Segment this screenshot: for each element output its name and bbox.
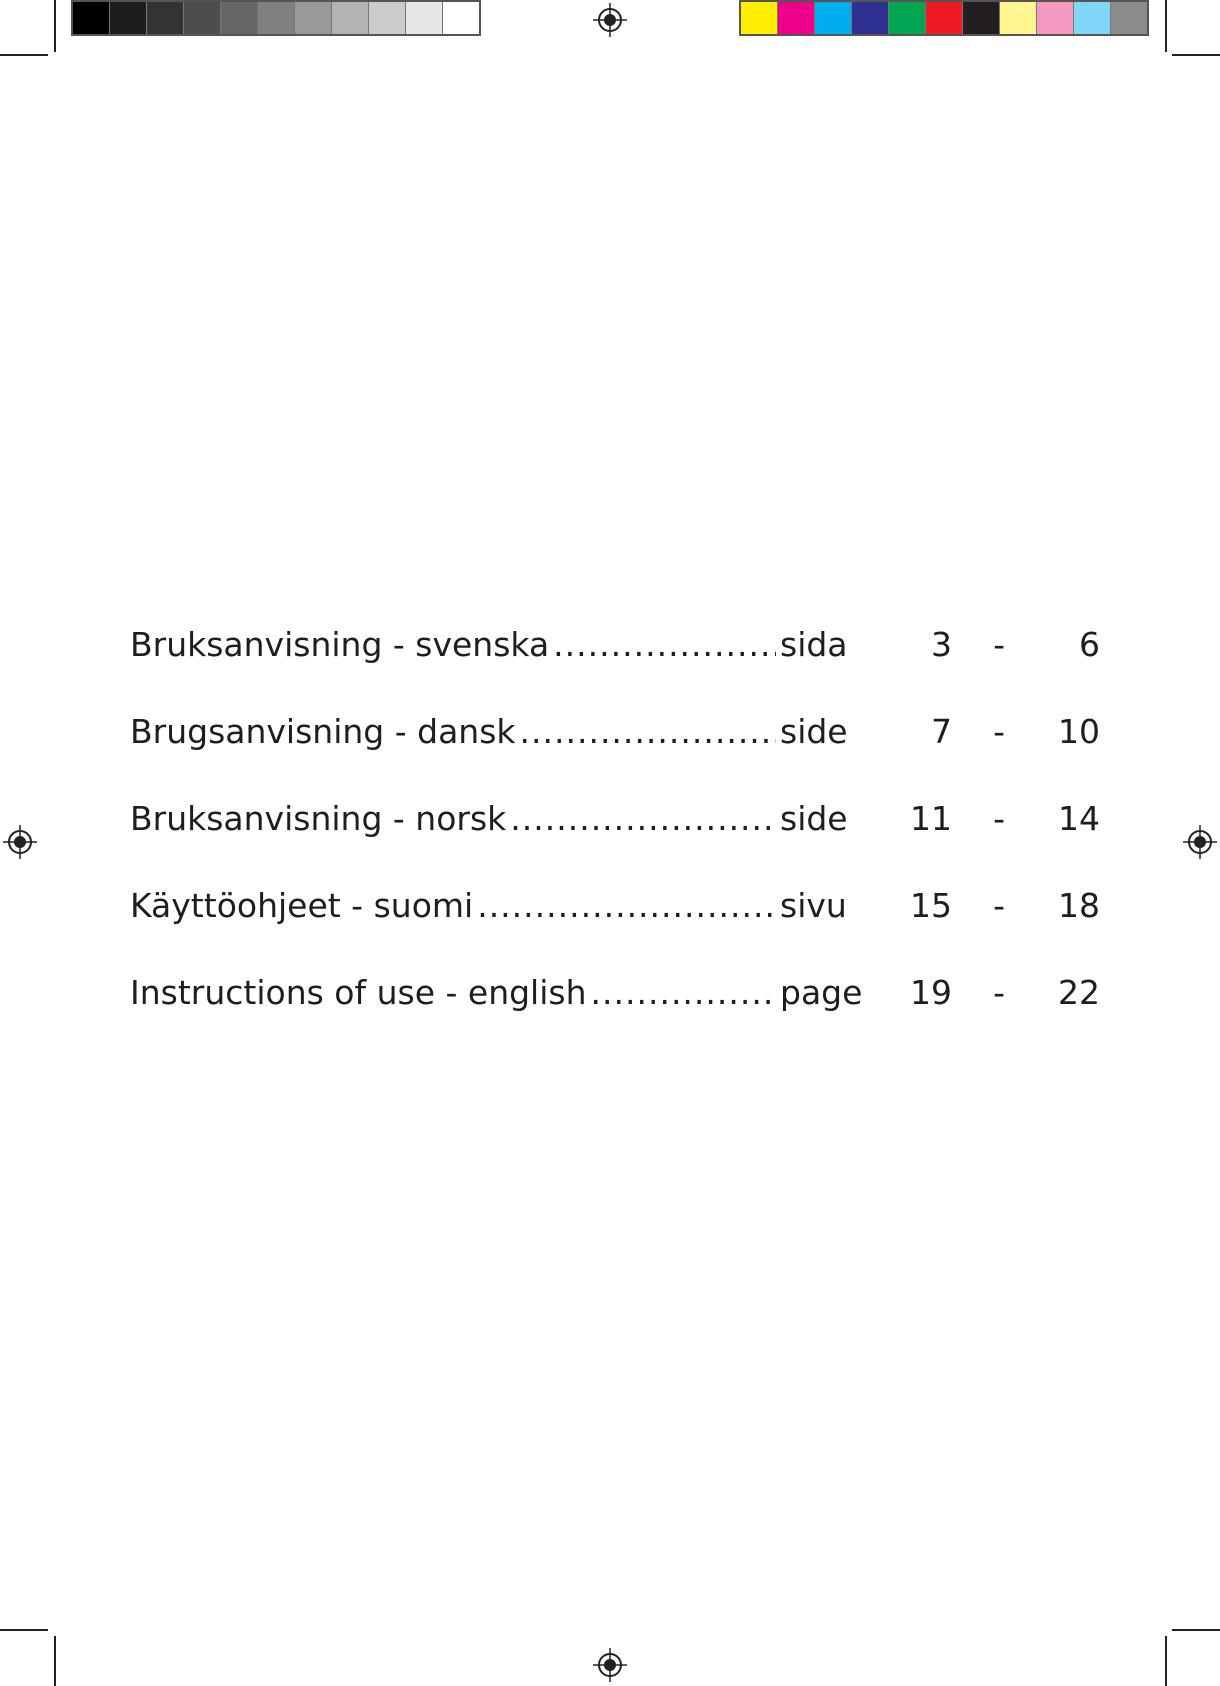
page-from: 7 xyxy=(931,712,952,751)
page-from: 11 xyxy=(910,799,952,838)
toc-entry xyxy=(130,973,1100,1060)
dot-leader xyxy=(591,973,776,1013)
toc-entry-title: Bruksanvisning - svenska xyxy=(130,625,550,664)
toc-entry-page-word: sida xyxy=(780,625,848,664)
page-dash: - xyxy=(993,712,1005,751)
toc-entry-title: Instructions of use - english xyxy=(130,973,587,1012)
toc-entry xyxy=(130,886,1100,973)
crop-mark-bottom-right-vertical xyxy=(1165,1636,1167,1686)
gray-swatch xyxy=(258,2,295,34)
page-to: 22 xyxy=(1058,973,1100,1012)
page-to: 10 xyxy=(1058,712,1100,751)
page-to: 14 xyxy=(1058,799,1100,838)
gray-swatch xyxy=(184,2,221,34)
color-swatch xyxy=(926,2,963,34)
page-to: 6 xyxy=(1079,625,1100,664)
toc-entry-page-word: side xyxy=(780,799,848,838)
dot-leader xyxy=(477,886,776,926)
page-dash: - xyxy=(993,973,1005,1012)
crop-mark-top-left-horizontal xyxy=(0,54,48,56)
toc-entry-page-word: side xyxy=(780,712,848,751)
crop-mark-bottom-left-vertical xyxy=(54,1636,56,1686)
toc-entry xyxy=(130,712,1100,799)
gray-swatch xyxy=(73,2,110,34)
toc-entry-page-word: sivu xyxy=(780,886,847,925)
color-control-bar xyxy=(739,0,1149,36)
toc-page-range xyxy=(870,712,1100,752)
page-from: 3 xyxy=(931,625,952,664)
crop-mark-top-left-vertical xyxy=(54,0,56,52)
dot-leader xyxy=(553,625,776,665)
toc-page-range xyxy=(870,886,1100,926)
registration-mark-icon xyxy=(1183,825,1217,859)
registration-mark-icon xyxy=(593,1648,627,1682)
page-dash: - xyxy=(993,799,1005,838)
color-swatch xyxy=(1074,2,1111,34)
registration-mark-icon xyxy=(593,3,627,37)
color-swatch xyxy=(1000,2,1037,34)
color-swatch xyxy=(815,2,852,34)
color-swatch xyxy=(741,2,778,34)
toc-entry-title: Brugsanvisning - dansk xyxy=(130,712,516,751)
crop-mark-top-right-horizontal xyxy=(1172,54,1220,56)
color-swatch xyxy=(852,2,889,34)
color-swatch xyxy=(1111,2,1147,34)
dot-leader xyxy=(520,712,776,752)
color-swatch xyxy=(963,2,1000,34)
gray-swatch xyxy=(295,2,332,34)
toc-entry-page-word: page xyxy=(780,973,863,1012)
page-from: 19 xyxy=(910,973,952,1012)
toc-entry xyxy=(130,625,1100,712)
toc-page-range xyxy=(870,799,1100,839)
toc-entry xyxy=(130,799,1100,886)
page-dash: - xyxy=(993,625,1005,664)
registration-mark-icon xyxy=(3,825,37,859)
gray-swatch xyxy=(369,2,406,34)
gray-swatch xyxy=(221,2,258,34)
crop-mark-bottom-right-horizontal xyxy=(1172,1629,1220,1631)
grayscale-control-bar xyxy=(71,0,481,36)
color-swatch xyxy=(889,2,926,34)
toc-page-range xyxy=(870,625,1100,665)
gray-swatch xyxy=(110,2,147,34)
gray-swatch xyxy=(147,2,184,34)
page-from: 15 xyxy=(910,886,952,925)
crop-mark-bottom-left-horizontal xyxy=(0,1629,48,1631)
toc-page-range xyxy=(870,973,1100,1013)
gray-swatch xyxy=(443,2,479,34)
toc-entry-title: Käyttöohjeet - suomi xyxy=(130,886,474,925)
dot-leader xyxy=(510,799,776,839)
gray-swatch xyxy=(332,2,369,34)
color-swatch xyxy=(1037,2,1074,34)
toc-entry-title: Bruksanvisning - norsk xyxy=(130,799,507,838)
table-of-contents xyxy=(130,625,1100,1060)
crop-mark-top-right-vertical xyxy=(1165,0,1167,52)
page-dash: - xyxy=(993,886,1005,925)
page-to: 18 xyxy=(1058,886,1100,925)
color-swatch xyxy=(778,2,815,34)
gray-swatch xyxy=(406,2,443,34)
